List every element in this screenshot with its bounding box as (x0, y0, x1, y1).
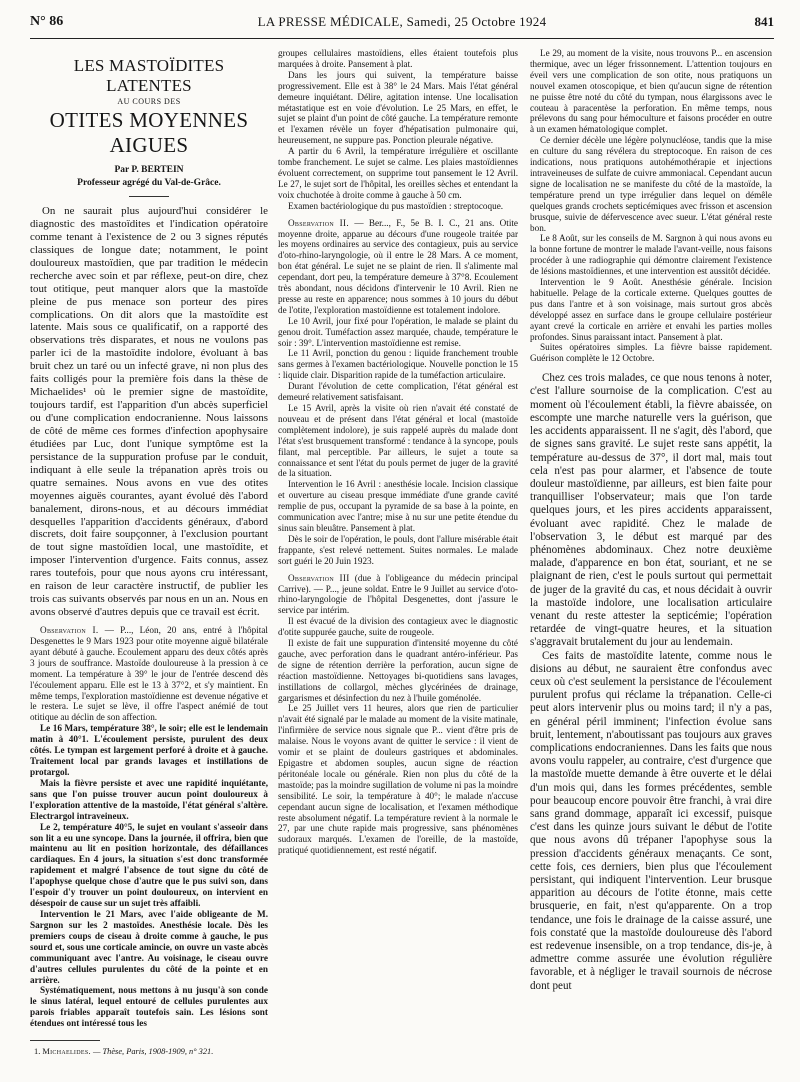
observation-2-intro (278, 218, 518, 316)
observation-1-para6: Systématiquement, nous mettons à nu jusqu'à son conde le sinus latéral, lequel entouré de cellules purulentes aux parois friables apparaît toutefois sain. Les lésions sont étendues ont intéressé tous les (30, 985, 268, 1029)
observation-1-intro (30, 625, 268, 723)
article-title-line3: OTITES MOYENNES AIGUES (49, 108, 249, 157)
article-author: Par P. BERTEIN (114, 165, 184, 175)
observation-3-para4: Le 25 Juillet vers 11 heures, alors que rien de particulier n'avait été signalé par le malade au moment de la visite matinale, l'infirmière de service nous signale que P... vient d'être pris de malaise. Nous le voyons avant de quitter le service : il vient de vomir et se plaint de douleurs gastriques et abdominales. Epigastre et abdomen souples, aucun signe de réaction péritonéale locale ou générale. Rien non plus du côté de la mastoïde; pas la moindre sugillation de volume ni pas la moindre sensibilité. Le soir, la température à 40°; le malade n'accuse cependant aucun signe de localisation, et l'examen méthodique reste absolument négatif. La température revient à la normale le 27, par une chute rapide mais progressive, sans phénomènes sudoraux marqués. L'examen de l'oreille, de la mastoïde, pratiqué quotidiennement, est resté négatif. (278, 703, 518, 856)
col3-para4: Intervention le 9 Août. Anesthésie générale. Incision habituelle. Pelage de la corticale externe. Quelques gouttes de pus dans l'antre et à son voisinage, mais surtout gros abcès développé assez en surface dans le groupe cellulaire postérieur ayant crevé la corticale en arrière et envahi les parties molles profondes. Sinus paraissant intact. Pansement à plat. (530, 277, 772, 342)
observation-1-para5: Intervention le 21 Mars, avec l'aide obligeante de M. Sargnon sur les 2 mastoïdes. Anesthésie locale. Dès les premiers coups de ciseau à droite comme à gauche, le pus sourd et, sous une corticale amincie, on ouvre un vaste abcès communiquant avec l'antre. Au voisinage, le ciseau ouvre d'autres cellules purulentes du côté de la pointe et en arrière. (30, 908, 268, 985)
observation-2-text: — Ber..., F., 5e B. I. C., 21 ans. Otite moyenne droite, apparue au décours d'une rougeole traitée par les moyens ordinaires au service des contagieux, puis au service d'oto-rhino-laryngologie, où il entre le 28 Mars. A ce moment, bon état général. Le sujet ne se plaint de rien. Il s'alimente mal cependant, dort peu, la température demeure à 37°8. Ecoulement très abondant, nous décidons d'intervenir le 10 Avril. Rien ne presse au reste en apparence; nous sommes à 10 jours du début de l'otite, l'exploration mastoïdienne est totalement indolore. (278, 217, 518, 315)
article-title-block (30, 56, 268, 197)
discussion-para2: Ces faits de mastoïdite latente, comme nous le disions au début, ne sauraient être confondus avec ceux où c'est seulement la persistance de l'écoulement purulent profus qui réclame la trépanation. Celle-ci peut alors intervenir plus ou moins tard; il n'y a pas, en général péril imminent; l'infection évolue sans bruit, lentement, n'aboutissant pas toujours aux graves complications endocraniennes. Dans les faits que nous avons voulu rappeler, au contraire, c'est d'urgence que la mastoïde muette demande à être ouverte et le délai d'un mois qui, dans les formes précédentes, semble pour beaucoup encore pouvoir être franchi, à vrai dire sans grand dommage, apparaît ici excessif, puisque c'est dans les quinze jours suivant le début de l'otite que nous avons dû trépaner l'apophyse sous la pression d'accidents généraux menaçants. Ce sont, cette fois, ces derniers, bien plus que l'écoulement persistant, qui indiquent l'intervention. Leur brusque apparition au décours de l'otite étonne, mais cette brusquerie, en fait, n'est qu'apparente. On a trop tendance, une fois le drainage de la caisse assuré, une fois constaté que la mastoïde douloureuse dès l'abord est redevenue insensible, on a trop tendance, dis-je, à admettre comme assurée une évolution régulière favorable, et à négliger le travail sournois de nécrose dont peut (530, 649, 772, 992)
page-number: 841 (754, 14, 774, 29)
article-title-line2: AU COURS DES (117, 97, 181, 106)
intro-paragraph: On ne saurait plus aujourd'hui considérer le diagnostic des mastoïdites et l'indication opératoire comme tenant à l'existence de 2 ou 3 signes réputés classiques de longue date; notamment, le point douloureux mastoïdien, que par tradition le médecin recherche avec soin et par réflexe, peut-on dire, chez tout otitique, peut manquer alors que la mastoïde pleine de pus menace son porteur des pires complications. On dit alors que la mastoïdite est latente. Mais sous ce qualificatif, on a rapporté des observations très disparates, et nous ne voulons pas parler ici de la mastoïdite indolore, évoluant à bas bruit chez un taré ou un infecté grave, ni non plus des faits colligés pour la première fois dans la thèse de Michaelides¹ où le premier signe de mastoïdite, toujours tardif, est l'apparition d'un abcès superficiel ou d'une complication endocranienne. Nous laissons de côté de même ces formes d'infection apophysaire étudiées par Luc, dont l'unique symptôme est la persistance de la suppuration profuse par le conduit, indiquant à elle seule la trépanation après trois ou quatre semaines. Nous avons en vue des otites moyennes aiguës courantes, ayant évolué dès l'abord banalement, dirons-nous, et au décours immédiat desquelles l'apparition d'accidents généraux, d'abord discrets, doit faire soupçonner, à l'exclusion pourtant de tout signe mastoïdien local, une mastoïdite, et imposer l'intervention d'urgence. Faits connus, assez rares toutefois, pour que nous ayons cru intéressant, en raison de leur caractère instructif, de publier les trois cas suivants observés par nous en un an. Nous en avons observé d'autres depuis que ce travail est écrit. (30, 205, 268, 619)
observation-3-para3: Il existe de fait une suppuration d'intensité moyenne du côté gauche, avec perforation dans le quadrant antéro-inférieur. Pas de signe de rétention derrière la perforation, aucun signe de réaction mastoïdienne. Nettoyages bi-quotidiens sans lavages, instillations de collargol, mèches glycérinées de drainage, gargarismes et désinfection du nez à l'huile goménolée. (278, 638, 518, 703)
observation-2-para6: Intervention le 16 Avril : anesthésie locale. Incision classique et ouverture au ciseau presque immédiate d'une grande cavité remplie de pus, occupant la pyramide de sa base à la pointe, en communication avec l'antre; mise à nu sur une petite étendue du sinus sain bleuâtre. Pansement à plat. (278, 479, 518, 533)
footnote-author: Michaelides. (42, 1047, 91, 1056)
observation-1-para3: Mais la fièvre persiste et avec une rapidité inquiétante, sans que l'on puisse trouver aucun point douloureux à l'exploration attentive de la mastoïde, l'état général s'altère. Electrargol intraveineux. (30, 777, 268, 821)
article-title-line1: LES MASTOÏDITES LATENTES (73, 56, 225, 95)
journal-title: LA PRESSE MÉDICALE, Samedi, 25 Octobre 1924 (257, 14, 547, 29)
title-separator (129, 196, 169, 197)
footnote-source: — Thèse, Paris, 1908-1909, n° 321. (92, 1047, 214, 1056)
col3-para5: Suites opératoires simples. La fièvre baisse rapidement. Guérison complète le 12 Octobre. (530, 342, 772, 364)
observation-2-label: Observation II. (288, 217, 349, 228)
col2-para2: Dans les jours qui suivent, la température baisse progressivement. Elle est à 38° le 24 Mars. Mais l'état général demeure inquiétant. Délire, agitation intense. Une localisation métastatique est en voie d'évolution. Le 25 Mars, en effet, le sujet se plaint d'un point de côté gauche. La température remonte et l'examen révèle un foyer d'hépatisation pulmonaire qui, heureusement, ne suppure pas. Ponction pleurale négative. (278, 69, 518, 146)
running-header (30, 14, 774, 34)
footnote-rule (30, 1040, 100, 1041)
observation-1-para2: Le 16 Mars, température 38°, le soir; elle est le lendemain matin à 40°1. L'écoulement persiste, purulent des deux côtés. Le tympan est largement perforé à droite et à gauche. Traitement local par grands lavages et instillations de protargol. (30, 723, 268, 777)
observation-3-para2: Il est évacué de la division des contagieux avec le diagnostic d'otite suppurée gauche, suite de rougeole. (278, 616, 518, 638)
observation-3-text: (due à l'obligeance du médecin principal Carrive). — P..., jeune soldat. Entre le 9 Juillet au service d'oto-rhino-laryngologie de l'hôpital Desgenettes, dont j'assure le service par intérim. (278, 572, 518, 616)
col3-para1: Le 29, au moment de la visite, nous trouvons P... en ascension thermique, avec un léger frissonnement. L'attention toujours en éveil vers une complication de son otite, nous pratiquons un nouvel examen otoscopique, et bien qu'aucun signe de rétention ne puisse être noté du côté du tympan, nous élargissons avec le couteau à paracentèse la perforation. En même temps, nous prélevons du sang pour hémoculture et faisons procéder en outre à un examen hématologique complet. (530, 48, 772, 135)
col2-para3: A partir du 6 Avril, la température irrégulière et oscillante tombe franchement. Le sujet se calme. Les plaies mastoïdiennes évoluent correctement, on supprime tout pansement le 12 Avril. Le 27, le sujet sort de l'hôpital, les oreilles sèches et entendant la voix chuchotée à droite comme à gauche à 50 cm. (278, 146, 518, 200)
discussion-para1: Chez ces trois malades, ce que nous tenons à noter, c'est l'allure sournoise de la complication. C'est au moment où l'écoulement établi, la fièvre abaissée, on escompte une marche naturelle vers la guérison, que les accidents apparaissent. Il ne s'agit, dès l'abord, que de signes sans gravité. Le sujet reste sans appétit, la température au-dessus de 37°, il dort mal, mais tout cela n'est pas pour alarmer, et l'absence de toute douleur mastoïdienne, par ailleurs, est bien faite pour tranquilliser l'observateur; mais que l'on tarde quelques jours, et les pires accidents apparaissent, évoluant avec rapidité. Chez le malade de l'observation 3, le début est marqué par des phénomènes abdominaux. Chez notre deuxième malade, d'apparence en bon état, souriant, et ne se plaignant de rien, c'est le pouls surtout qui permettait de juger de la gravité du cas, et nous décidait à ouvrir la mastoïde indolore, une localisation articulaire venant du reste attester la septicémie; l'opération retardée de vingt-quatre heures, et la situation s'aggravait brutalement du jour au lendemain. (530, 372, 772, 649)
col2-para4: Examen bactériologique du pus mastoïdien : streptocoque. (288, 200, 504, 211)
header-rule (30, 38, 774, 39)
observation-3-label: Observation III (288, 572, 350, 583)
column-1 (30, 48, 268, 1030)
article-affiliation: Professeur agrégé du Val-de-Grâce. (77, 178, 221, 188)
col2-para1: groupes cellulaires mastoïdiens, elles étaient toutefois plus marquées à droite. Pansement à plat. (278, 48, 518, 69)
footnote-number: 1. (34, 1047, 41, 1056)
footnote (34, 1046, 268, 1057)
observation-2-para7: Dès le soir de l'opération, le pouls, dont l'allure misérable était frappante, s'est relevé nettement. Suites normales. Le malade sort guéri le 20 Juin 1923. (278, 533, 518, 566)
observation-2-para3: Le 11 Avril, ponction du genou : liquide franchement trouble sans germes à l'examen bactériologique. Nouvelle ponction le 15 : liquide clair. Disparition rapide de la tuméfaction articulaire. (278, 348, 518, 381)
observation-1-text: — P..., Léon, 20 ans, entré à l'hôpital Desgenettes le 9 Mars 1923 pour otite moyenne aiguë bilatérale ayant débuté à gauche. Ecoulement apparu des deux côtés après 3 jours de souffrance. Mastoïde douloureuse à la pression à ce moment. La température à 39° le jour de l'entrée descend dès l'écoulement apparu. Elle est le 13 à 37°2, et s'y maintient. En même temps, l'exploration mastoïdienne est devenue négative et le restera. Le sujet se lève, il offre l'aspect anémié de tout otitique au déclin de son affection. (30, 625, 268, 723)
column-2 (278, 48, 518, 1072)
column-3 (530, 48, 772, 1072)
observation-2-para2: Le 10 Avril, jour fixé pour l'opération, le malade se plaint du genou droit. Tuméfaction assez marquée, chaude, température le soir : 39°. L'intervention mastoïdienne est remise. (278, 315, 518, 348)
col3-para2: Ce dernier décèle une légère polynucléose, tandis que la mise en culture du sang révélera du streptocoque. En raison de ces indications, nous pratiquons autohémothérapie et injections intraveineuses de sulfate de cuivre ammoniacal. Cependant aucun signe de localisation ne se manifeste du côté de la mastoïde, la température prend un type irrégulier dans lequel on démêle quelques grands crochets septicémiques avec frisson et ascension brusque, suivie de défervescence avec sueur. L'état général reste bon. (530, 135, 772, 233)
col3-para3: Le 8 Août, sur les conseils de M. Sargnon à qui nous avons eu la bonne fortune de montrer le malade l'avant-veille, nous faisons procéder à une radiographie qui démontre clairement l'existence de lésions mastoïdiennes, et une intervention est aussitôt décidée. (530, 233, 772, 277)
observation-1-label: Observation I. (40, 625, 99, 635)
observation-2-para4: Durant l'évolution de cette complication, l'état général est demeuré relativement satisfaisant. (278, 381, 518, 403)
observation-3-intro (278, 573, 518, 617)
issue-number: N° 86 (30, 14, 64, 29)
observation-2-para5: Le 15 Avril, après la visite où rien n'avait été constaté de nouveau et de présent dans l'état général et local (mastoïde complètement indolore), je suis rappelé auprès du malade dont l'état s'est brusquement transformé : tendance à la syncope, pouls filant, mal perceptible. Par ailleurs, le sujet a toute sa connaissance et sent l'état du pouls permet de juger de la gravité de la situation. (278, 403, 518, 479)
observation-1-para4: Le 2, température 40°5, le sujet en voulant s'asseoir dans son lit a eu une syncope. Dans la journée, il offrira, bien que maintenu au lit en position horizontale, des défaillances cardiaques. En 4 jours, la situation s'est donc transformée rapidement et malgré l'absence de tout signe du côté de l'apophyse quelque chose d'autre que le pus suivi son, dans l'espoir d'y trouver un point douloureux, on intervient en désespoir de cause sur un sujet très affaibli. (30, 821, 268, 909)
